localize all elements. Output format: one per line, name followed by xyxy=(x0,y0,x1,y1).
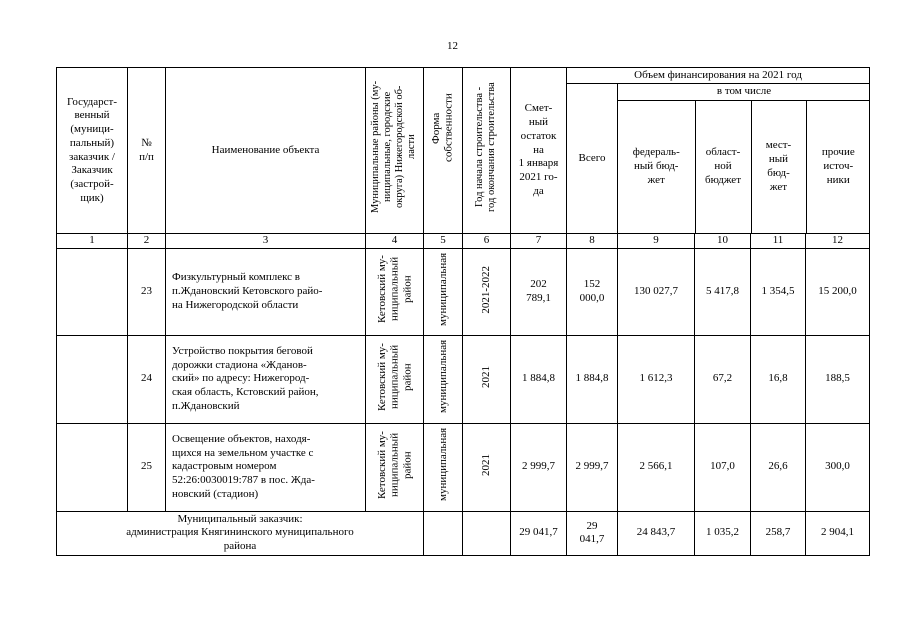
col-num-1: 1 xyxy=(57,234,128,249)
col-num-5: 5 xyxy=(424,234,463,249)
row-other: 15 200,0 xyxy=(806,248,870,335)
row-customer xyxy=(57,423,128,511)
header-customer: Государст- венный (муници- пальный) заказчик / Заказчик (застрой- щик) xyxy=(57,68,128,234)
header-federal: федераль- ный бюд- жет xyxy=(618,100,695,233)
summary-total: 29 041,7 xyxy=(567,511,618,555)
col-num-6: 6 xyxy=(463,234,511,249)
table-row xyxy=(57,248,870,335)
row-ownership: муниципальная xyxy=(424,335,463,423)
row-local: 1 354,5 xyxy=(751,248,806,335)
col-num-9: 9 xyxy=(618,234,695,249)
row-total: 1 884,8 xyxy=(567,335,618,423)
summary-other: 2 904,1 xyxy=(806,511,870,555)
header-local: мест- ный бюд- жет xyxy=(751,100,806,233)
row-total: 2 999,7 xyxy=(567,423,618,511)
row-customer xyxy=(57,248,128,335)
row-ownership: муниципальная xyxy=(424,248,463,335)
row-years: 2021 xyxy=(463,335,511,423)
header-other: прочие источ- ники xyxy=(821,146,855,186)
header-funding-group: Объем финансирования на 2021 год xyxy=(567,68,870,84)
row-object-name: Физкультурный комплекс в п.Ждановский Кетовского райо- на Нижегородской области xyxy=(166,248,366,335)
summary-empty-years xyxy=(463,511,511,555)
row-regional: 67,2 xyxy=(695,335,751,423)
row-years: 2021 xyxy=(463,423,511,511)
header-object-name: Наименование объекта xyxy=(166,68,366,234)
header-districts: Муниципальные районы (му- ниципальные, городские округа) Нижегородской об- ласти xyxy=(366,68,424,234)
row-local: 16,8 xyxy=(751,335,806,423)
financing-table xyxy=(56,67,870,556)
column-number-row xyxy=(57,234,870,249)
row-number: 23 xyxy=(128,248,166,335)
table-row xyxy=(57,423,870,511)
summary-regional: 1 035,2 xyxy=(695,511,751,555)
row-other: 300,0 xyxy=(806,423,870,511)
row-number: 24 xyxy=(128,335,166,423)
col-num-3: 3 xyxy=(166,234,366,249)
header-regional: област- ной бюджет xyxy=(695,100,751,233)
col-num-12: 12 xyxy=(806,234,870,249)
header-estimate: Смет- ный остаток на 1 января 2021 го- да xyxy=(511,68,567,234)
header-number: № п/п xyxy=(128,68,166,234)
summary-label: Муниципальный заказчик: администрация Княгининского муниципального района xyxy=(57,511,424,555)
row-object-name: Освещение объектов, находя- щихся на земельном участке с кадастровым номером 52:26:0030019:787 в пос. Жда- новский (стадион) xyxy=(166,423,366,511)
table-row xyxy=(57,335,870,423)
row-district: Кетовский му- ниципальный район xyxy=(366,423,424,511)
row-federal: 2 566,1 xyxy=(618,423,695,511)
col-num-8: 8 xyxy=(567,234,618,249)
row-district: Кетовский му- ниципальный район xyxy=(366,248,424,335)
summary-row xyxy=(57,511,870,555)
row-regional: 107,0 xyxy=(695,423,751,511)
col-num-11: 11 xyxy=(751,234,806,249)
summary-federal: 24 843,7 xyxy=(618,511,695,555)
row-local: 26,6 xyxy=(751,423,806,511)
header-total: Всего xyxy=(567,84,618,234)
row-district: Кетовский му- ниципальный район xyxy=(366,335,424,423)
col-num-4: 4 xyxy=(366,234,424,249)
summary-empty-ownership xyxy=(424,511,463,555)
row-estimate: 1 884,8 xyxy=(511,335,567,423)
summary-estimate: 29 041,7 xyxy=(511,511,567,555)
row-number: 25 xyxy=(128,423,166,511)
col-num-2: 2 xyxy=(128,234,166,249)
header-including xyxy=(618,84,870,234)
header-ownership: Форма собственности xyxy=(424,68,463,234)
header-years: Год начала строительства - год окончания строительства xyxy=(463,68,511,234)
row-object-name: Устройство покрытия беговой дорожки стадиона «Жданов- ский» по адресу: Нижегород- ская область, Кстовский район, п.Ждановский xyxy=(166,335,366,423)
col-num-7: 7 xyxy=(511,234,567,249)
row-total: 152 000,0 xyxy=(567,248,618,335)
row-estimate: 2 999,7 xyxy=(511,423,567,511)
row-other: 188,5 xyxy=(806,335,870,423)
header-incl-label: в том числе xyxy=(618,84,870,100)
row-estimate: 202 789,1 xyxy=(511,248,567,335)
page-number: 12 xyxy=(447,40,458,52)
row-regional: 5 417,8 xyxy=(695,248,751,335)
row-customer xyxy=(57,335,128,423)
row-federal: 130 027,7 xyxy=(618,248,695,335)
summary-local: 258,7 xyxy=(751,511,806,555)
row-years: 2021-2022 xyxy=(463,248,511,335)
row-ownership: муниципальная xyxy=(424,423,463,511)
row-federal: 1 612,3 xyxy=(618,335,695,423)
col-num-10: 10 xyxy=(695,234,751,249)
